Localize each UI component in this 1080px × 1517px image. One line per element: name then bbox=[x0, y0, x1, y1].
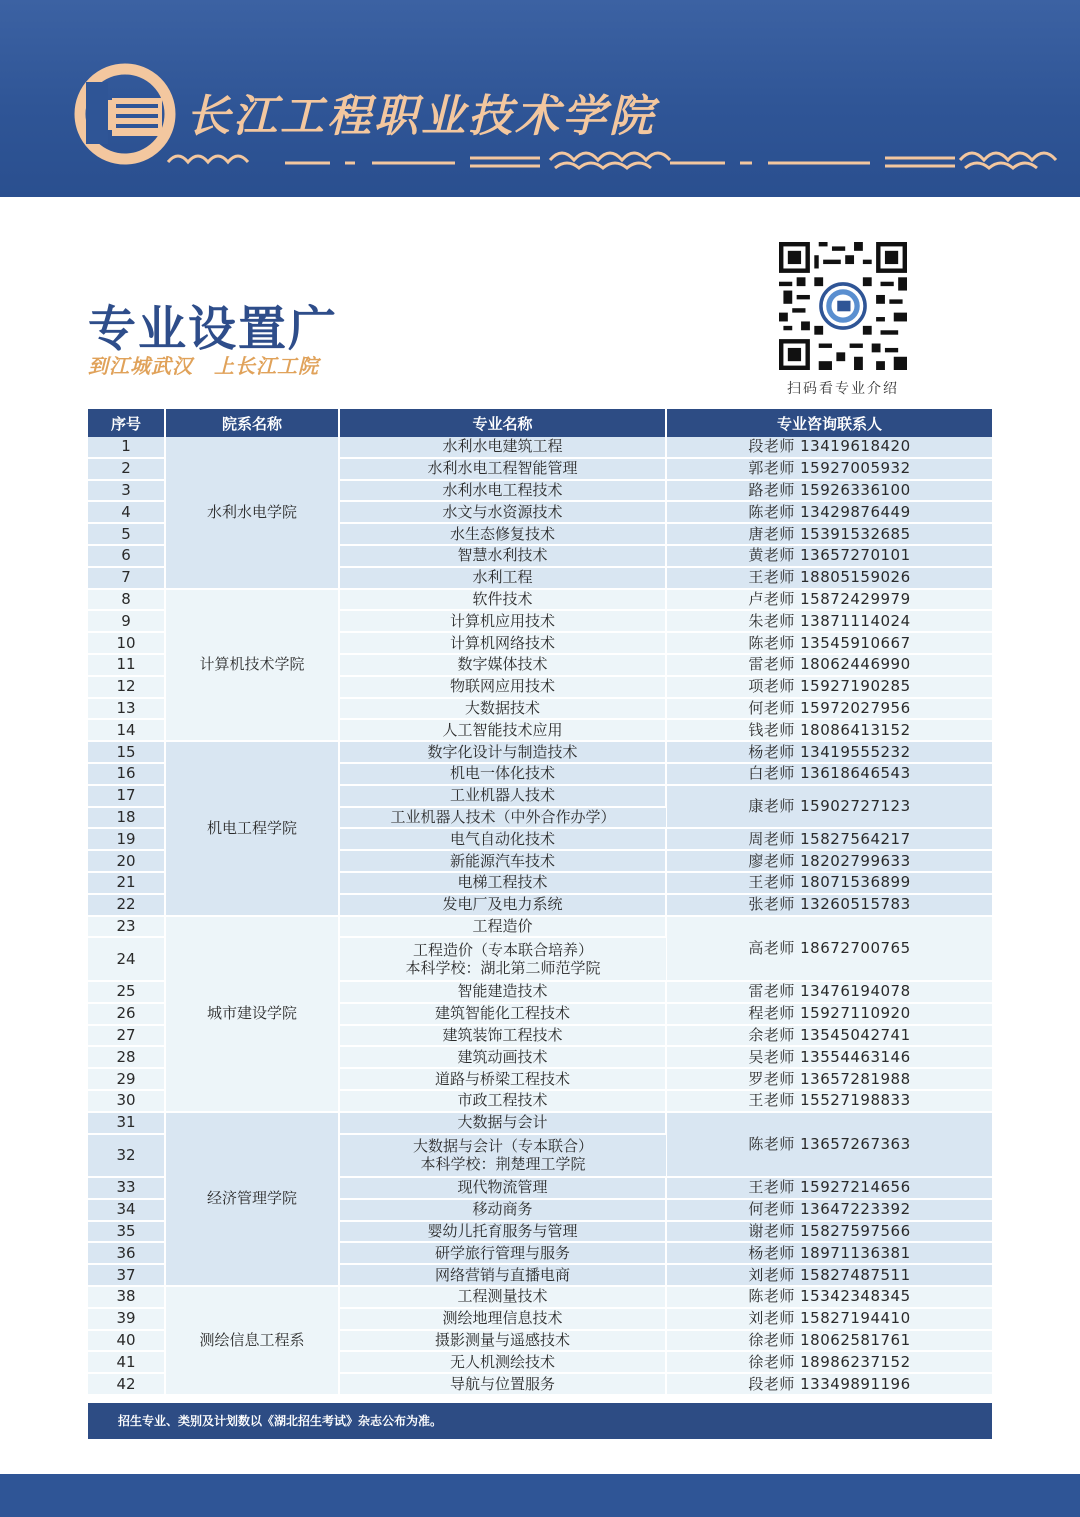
contact: 何老师 13647223392 bbox=[666, 1199, 992, 1221]
row-number: 7 bbox=[88, 567, 165, 589]
major-name: 软件技术 bbox=[339, 589, 666, 611]
college-logo-icon bbox=[80, 69, 170, 159]
major-name: 发电厂及电力系统 bbox=[339, 894, 666, 916]
row-number: 22 bbox=[88, 894, 165, 916]
major-name: 无人机测绘技术 bbox=[339, 1351, 666, 1373]
major-name: 婴幼儿托育服务与管理 bbox=[339, 1221, 666, 1243]
major-name: 水利水电工程智能管理 bbox=[339, 458, 666, 480]
contact: 杨老师 18971136381 bbox=[666, 1242, 992, 1264]
major-name: 移动商务 bbox=[339, 1199, 666, 1221]
row-number: 25 bbox=[88, 981, 165, 1003]
row-number: 32 bbox=[88, 1134, 165, 1178]
table-row bbox=[88, 916, 992, 938]
row-number: 35 bbox=[88, 1221, 165, 1243]
contact: 杨老师 13419555232 bbox=[666, 741, 992, 763]
contact: 段老师 13419618420 bbox=[666, 437, 992, 458]
footnote: 招生专业、类别及计划数以《湖北招生考试》杂志公布为准。 bbox=[88, 1403, 992, 1439]
contact: 雷老师 13476194078 bbox=[666, 981, 992, 1003]
header-department: 院系名称 bbox=[165, 409, 339, 437]
department-name: 机电工程学院 bbox=[165, 741, 339, 915]
contact: 路老师 15926336100 bbox=[666, 480, 992, 502]
wave-decoration-icon bbox=[168, 153, 1056, 168]
row-number: 37 bbox=[88, 1264, 165, 1286]
contact: 高老师 18672700765 bbox=[666, 916, 992, 981]
contact: 雷老师 18062446990 bbox=[666, 654, 992, 676]
row-number: 8 bbox=[88, 589, 165, 611]
contact: 郭老师 15927005932 bbox=[666, 458, 992, 480]
contact: 白老师 13618646543 bbox=[666, 763, 992, 785]
major-name: 新能源汽车技术 bbox=[339, 850, 666, 872]
major-name: 物联网应用技术 bbox=[339, 676, 666, 698]
row-number: 39 bbox=[88, 1308, 165, 1330]
page-title: 专业设置广 bbox=[88, 301, 339, 357]
major-name: 网络营销与直播电商 bbox=[339, 1264, 666, 1286]
major-name: 大数据技术 bbox=[339, 698, 666, 720]
bottom-bar bbox=[0, 1474, 1080, 1517]
majors-table bbox=[88, 409, 992, 1396]
major-name: 水利水电工程技术 bbox=[339, 480, 666, 502]
major-name: 研学旅行管理与服务 bbox=[339, 1242, 666, 1264]
table-row bbox=[88, 1286, 992, 1308]
table-row bbox=[88, 589, 992, 611]
major-name: 水利工程 bbox=[339, 567, 666, 589]
major-name: 水文与水资源技术 bbox=[339, 501, 666, 523]
major-name-two-line bbox=[339, 937, 666, 981]
row-number: 33 bbox=[88, 1177, 165, 1199]
contact: 朱老师 13871114024 bbox=[666, 610, 992, 632]
major-name: 水生态修复技术 bbox=[339, 523, 666, 545]
contact: 刘老师 15827487511 bbox=[666, 1264, 992, 1286]
contact: 罗老师 13657281988 bbox=[666, 1068, 992, 1090]
contact: 黄老师 13657270101 bbox=[666, 545, 992, 567]
major-name: 电梯工程技术 bbox=[339, 872, 666, 894]
major-name: 数字化设计与制造技术 bbox=[339, 741, 666, 763]
major-name: 建筑动画技术 bbox=[339, 1046, 666, 1068]
department-name: 水利水电学院 bbox=[165, 437, 339, 589]
row-number: 36 bbox=[88, 1242, 165, 1264]
major-name: 电气自动化技术 bbox=[339, 828, 666, 850]
row-number: 23 bbox=[88, 916, 165, 938]
major-name: 建筑装饰工程技术 bbox=[339, 1025, 666, 1047]
table-header-row bbox=[88, 409, 992, 437]
header-seq: 序号 bbox=[88, 409, 165, 437]
major-name: 人工智能技术应用 bbox=[339, 719, 666, 741]
major-name: 工程测量技术 bbox=[339, 1286, 666, 1308]
major-name-two-line bbox=[339, 1134, 666, 1178]
table-row bbox=[88, 437, 992, 458]
contact: 何老师 15972027956 bbox=[666, 698, 992, 720]
major-name: 智能建造技术 bbox=[339, 981, 666, 1003]
partner-university: 本科学校：湖北第二师范学院 bbox=[405, 959, 601, 978]
header-contact: 专业咨询联系人 bbox=[666, 409, 992, 437]
row-number: 17 bbox=[88, 785, 165, 807]
contact: 程老师 15927110920 bbox=[666, 1003, 992, 1025]
row-number: 6 bbox=[88, 545, 165, 567]
major-name: 工业机器人技术 bbox=[339, 785, 666, 807]
contact: 王老师 18805159026 bbox=[666, 567, 992, 589]
school-name: 长江工程职业技术学院 bbox=[186, 91, 656, 142]
row-number: 14 bbox=[88, 719, 165, 741]
contact: 项老师 15927190285 bbox=[666, 676, 992, 698]
major-name: 智慧水利技术 bbox=[339, 545, 666, 567]
row-number: 12 bbox=[88, 676, 165, 698]
contact: 谢老师 15827597566 bbox=[666, 1221, 992, 1243]
major-name: 建筑智能化工程技术 bbox=[339, 1003, 666, 1025]
contact: 唐老师 15391532685 bbox=[666, 523, 992, 545]
major-name: 导航与位置服务 bbox=[339, 1373, 666, 1395]
major-name: 数字媒体技术 bbox=[339, 654, 666, 676]
contact: 张老师 13260515783 bbox=[666, 894, 992, 916]
major-name: 市政工程技术 bbox=[339, 1090, 666, 1112]
row-number: 16 bbox=[88, 763, 165, 785]
major-name: 大数据与会计（专本联合） bbox=[412, 1137, 593, 1156]
row-number: 38 bbox=[88, 1286, 165, 1308]
row-number: 5 bbox=[88, 523, 165, 545]
major-name: 计算机网络技术 bbox=[339, 632, 666, 654]
qr-caption: 扫码看专业介绍 bbox=[787, 381, 899, 397]
major-name: 机电一体化技术 bbox=[339, 763, 666, 785]
row-number: 9 bbox=[88, 610, 165, 632]
row-number: 30 bbox=[88, 1090, 165, 1112]
contact: 徐老师 18062581761 bbox=[666, 1330, 992, 1352]
department-name: 测绘信息工程系 bbox=[165, 1286, 339, 1395]
contact: 钱老师 18086413152 bbox=[666, 719, 992, 741]
contact: 徐老师 18986237152 bbox=[666, 1351, 992, 1373]
contact: 康老师 15902727123 bbox=[666, 785, 992, 829]
contact: 段老师 13349891196 bbox=[666, 1373, 992, 1395]
row-number: 3 bbox=[88, 480, 165, 502]
row-number: 4 bbox=[88, 501, 165, 523]
page-subtitle: 到江城武汉 上长江工院 bbox=[88, 354, 319, 378]
row-number: 40 bbox=[88, 1330, 165, 1352]
row-number: 1 bbox=[88, 437, 165, 458]
department-name: 城市建设学院 bbox=[165, 916, 339, 1112]
major-name: 道路与桥梁工程技术 bbox=[339, 1068, 666, 1090]
row-number: 19 bbox=[88, 828, 165, 850]
department-name: 计算机技术学院 bbox=[165, 589, 339, 742]
major-name: 工程造价 bbox=[339, 916, 666, 938]
partner-university: 本科学校：荆楚理工学院 bbox=[420, 1155, 586, 1174]
major-name: 测绘地理信息技术 bbox=[339, 1308, 666, 1330]
row-number: 15 bbox=[88, 741, 165, 763]
row-number: 29 bbox=[88, 1068, 165, 1090]
contact: 王老师 18071536899 bbox=[666, 872, 992, 894]
contact: 陈老师 13657267363 bbox=[666, 1112, 992, 1177]
table-row bbox=[88, 1112, 992, 1134]
row-number: 24 bbox=[88, 937, 165, 981]
row-number: 31 bbox=[88, 1112, 165, 1134]
department-name: 经济管理学院 bbox=[165, 1112, 339, 1286]
header-major: 专业名称 bbox=[339, 409, 666, 437]
contact: 陈老师 13545910667 bbox=[666, 632, 992, 654]
contact: 吴老师 13554463146 bbox=[666, 1046, 992, 1068]
contact: 陈老师 15342348345 bbox=[666, 1286, 992, 1308]
major-name: 水利水电建筑工程 bbox=[339, 437, 666, 458]
major-name: 工程造价（专本联合培养） bbox=[412, 941, 593, 960]
contact: 刘老师 15827194410 bbox=[666, 1308, 992, 1330]
contact: 陈老师 13429876449 bbox=[666, 501, 992, 523]
header-banner bbox=[0, 0, 1080, 197]
row-number: 27 bbox=[88, 1025, 165, 1047]
contact: 周老师 15827564217 bbox=[666, 828, 992, 850]
row-number: 18 bbox=[88, 807, 165, 829]
row-number: 2 bbox=[88, 458, 165, 480]
contact: 王老师 15927214656 bbox=[666, 1177, 992, 1199]
row-number: 13 bbox=[88, 698, 165, 720]
major-name: 大数据与会计 bbox=[339, 1112, 666, 1134]
row-number: 11 bbox=[88, 654, 165, 676]
row-number: 10 bbox=[88, 632, 165, 654]
contact: 廖老师 18202799633 bbox=[666, 850, 992, 872]
row-number: 34 bbox=[88, 1199, 165, 1221]
contact: 卢老师 15872429979 bbox=[666, 589, 992, 611]
row-number: 21 bbox=[88, 872, 165, 894]
row-number: 41 bbox=[88, 1351, 165, 1373]
major-name: 工业机器人技术（中外合作办学） bbox=[339, 807, 666, 829]
major-name: 计算机应用技术 bbox=[339, 610, 666, 632]
row-number: 26 bbox=[88, 1003, 165, 1025]
row-number: 20 bbox=[88, 850, 165, 872]
row-number: 42 bbox=[88, 1373, 165, 1395]
major-name: 摄影测量与遥感技术 bbox=[339, 1330, 666, 1352]
contact: 余老师 13545042741 bbox=[666, 1025, 992, 1047]
qr-code-icon[interactable] bbox=[779, 242, 907, 370]
major-name: 现代物流管理 bbox=[339, 1177, 666, 1199]
table-row bbox=[88, 741, 992, 763]
row-number: 28 bbox=[88, 1046, 165, 1068]
contact: 王老师 15527198833 bbox=[666, 1090, 992, 1112]
